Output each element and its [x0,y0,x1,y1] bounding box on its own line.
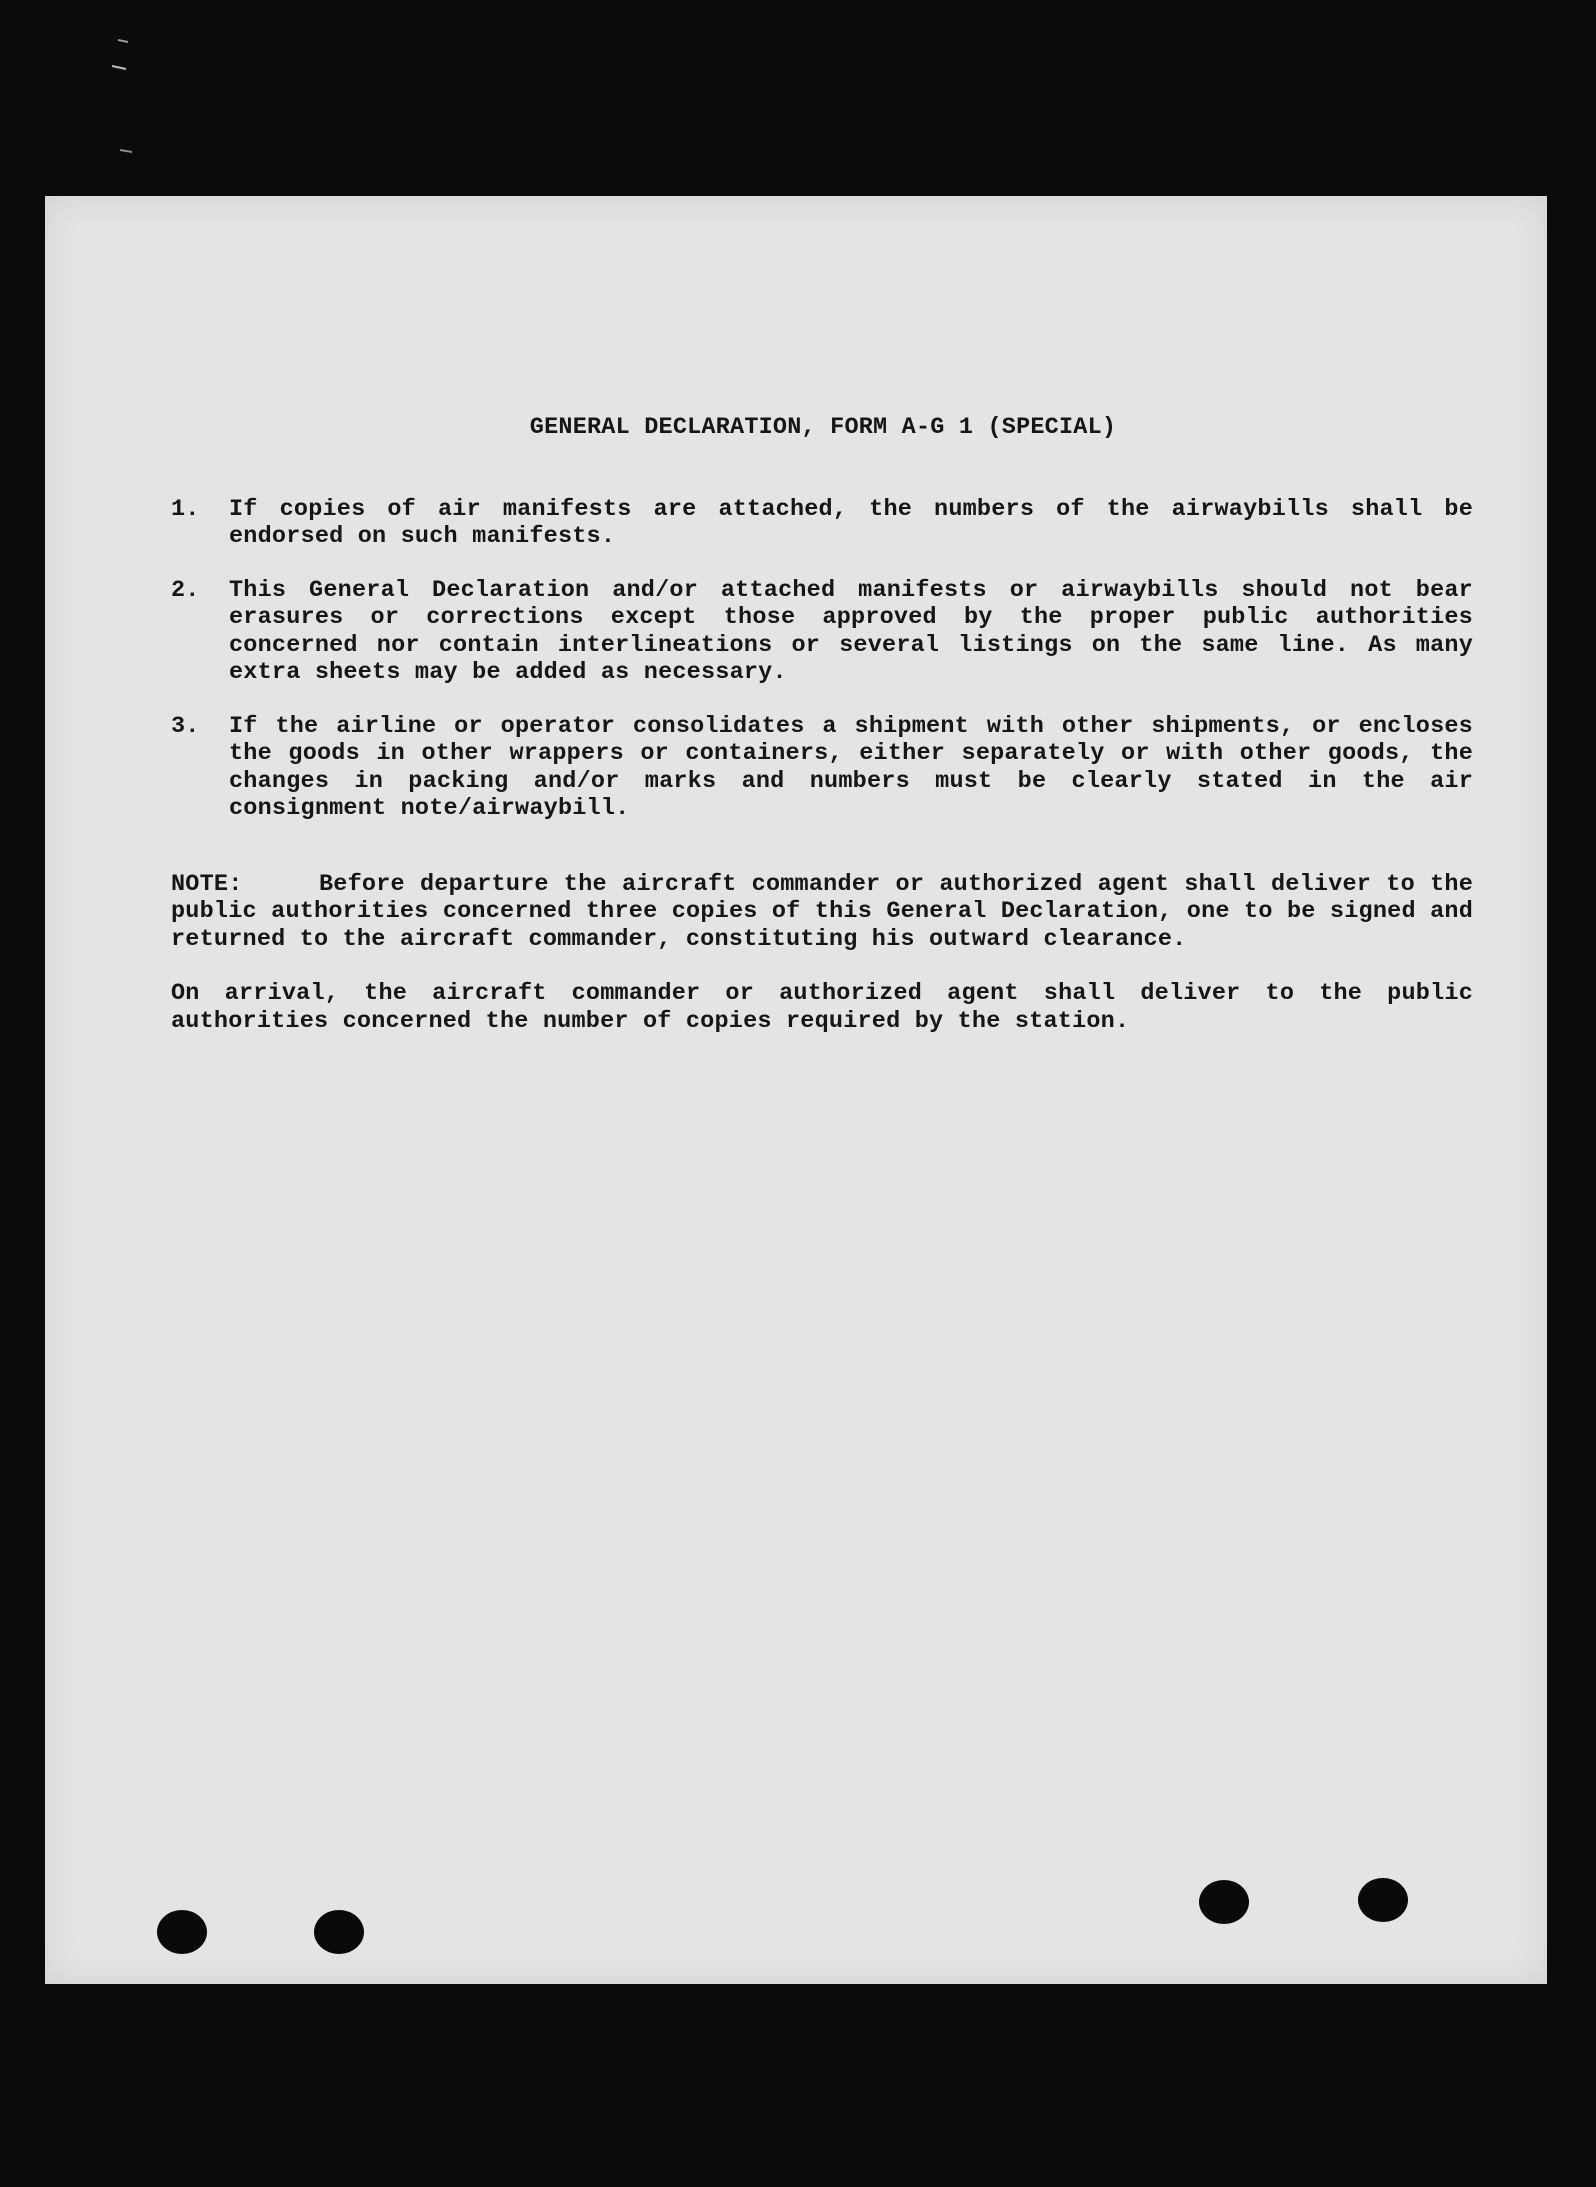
item-text: This General Declaration and/or attached manifests or airwaybills should not bear erasures or corrections except those approved by the proper public authorities concerned nor contain interlineations or several listings on the same line. As many extra sheets may be added as necessary. [229,576,1473,686]
punch-hole-left-1 [157,1910,207,1954]
punch-hole-right-2 [1358,1878,1408,1922]
item-number: 3. [171,712,200,740]
item-text: If the airline or operator consolidates a shipment with other shipments, or encloses the goods in other wrappers or containers, either separately or with other goods, the changes in packing and/or marks and numbers must be clearly stated in the air consignment note/airwaybill. [229,712,1473,822]
item-text: If copies of air manifests are attached, the numbers of the airwaybills shall be endorsed on such manifests. [229,495,1473,550]
punch-hole-left-2 [314,1910,364,1954]
note-text: Before departure the aircraft commander or authorized agent shall deliver to the public authorities concerned three copies of this General Declaration, one to be signed and returned to the aircraft commander, constituting his outward clearance. [171,870,1473,953]
instruction-item-2 [171,577,1473,687]
item-number: 2. [171,576,200,604]
note-label: NOTE: [171,870,243,898]
instruction-item-1 [171,496,1473,551]
note-paragraph [171,871,1473,954]
item-number: 1. [171,495,200,523]
punch-hole-right-1 [1199,1880,1249,1924]
document-body [171,414,1473,1035]
document-page [45,196,1547,1984]
form-title: GENERAL DECLARATION, FORM A-G 1 (SPECIAL) [529,414,1117,441]
arrival-paragraph: On arrival, the aircraft commander or authorized agent shall deliver to the public authorities concerned the number of copies required by the station. [171,980,1473,1035]
instruction-item-3 [171,713,1473,823]
